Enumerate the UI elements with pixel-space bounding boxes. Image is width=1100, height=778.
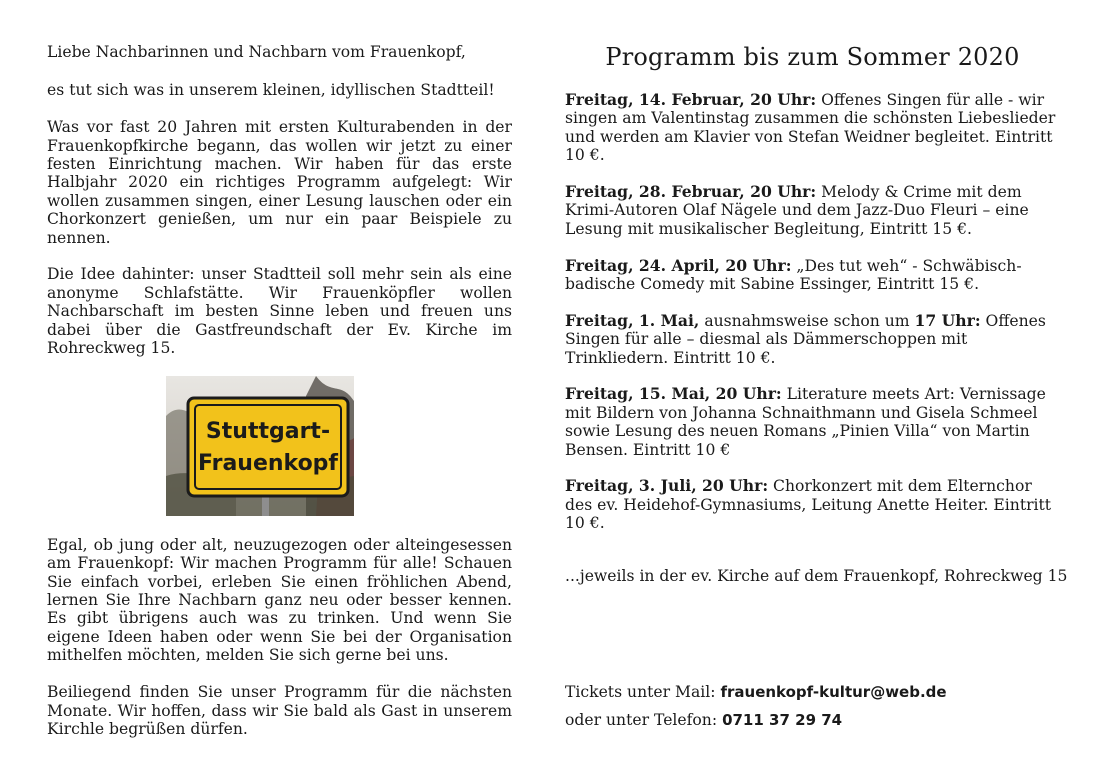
letter-column <box>47 43 512 757</box>
letter-paragraph-invite: Egal, ob jung oder alt, neuzugezogen oder alteingesessen am Frauenkopf: Wir machen Programm für alle! Schauen Sie einfach vorbei, erleben Sie einen fröhlichen Abend, lernen Sie Ihre Nachbarn ganz neu oder besser kennen. Es gibt übrigens auch was zu trinken. Und wenn Sie eigene Ideen haben oder wenn Sie bei der Organisation mithelfen möchten, melden Sie sich gerne bei uns. <box>47 535 512 665</box>
sign-line-1: Stuttgart- <box>205 418 330 444</box>
event-time: 17 Uhr: <box>914 310 981 330</box>
tickets-email-link[interactable]: frauenkopf-kultur@web.de <box>720 683 947 701</box>
event-date: Freitag, 28. Februar, 20 Uhr: <box>565 182 817 202</box>
event-item <box>565 257 1060 294</box>
event-note: ausnahmsweise schon um <box>699 311 915 330</box>
event-item <box>565 183 1060 238</box>
event-date: Freitag, 15. Mai, 20 Uhr: <box>565 384 782 404</box>
event-date: Freitag, 24. April, 20 Uhr: <box>565 255 792 275</box>
event-description: Literature meets Art: Vernissage mit Bildern von Johanna Schnaithmann und Gisela Schmeel sowie Lesung des neuen Romans „Pinien Villa“ von Martin Bensen. Eintritt 10 € <box>565 385 1046 459</box>
phone-number: 0711 37 29 74 <box>722 711 843 729</box>
event-date: Freitag, 14. Februar, 20 Uhr: <box>565 90 817 109</box>
letter-intro: es tut sich was in unserem kleinen, idyllischen Stadtteil! <box>47 81 495 100</box>
program-column <box>565 43 1060 551</box>
event-description: Chorkonzert mit dem Elternchor des ev. Heidehof-Gymnasiums, Leitung Anette Heiter. Eintritt 10 €. <box>565 477 1052 533</box>
venue-note: ...jeweils in der ev. Kirche auf dem Frauenkopf, Rohreckweg 15 <box>565 567 1068 585</box>
letter-paragraph-history: Was vor fast 20 Jahren mit ersten Kulturabenden in der Frauenkopfkirche begann, das wollen wir jetzt zu einer festen Einrichtung machen. Wir haben für das erste Halbjahr 2020 ein richtiges Programm aufgelegt: Wir wollen zusammen singen, einer Lesung lauschen oder ein Chorkonzert genießen, um nur ein paar Beispiele zu nennen. <box>47 118 512 247</box>
town-sign-photo <box>166 376 354 516</box>
letter-paragraph-closing: Beiliegend finden Sie unser Programm für die nächsten Monate. Wir hoffen, dass wir Sie bald als Gast in unserem Kirchle begrüßen dürfen. <box>47 683 512 738</box>
event-item <box>565 477 1060 532</box>
event-item <box>565 385 1060 459</box>
event-description: Offenes Singen für alle – diesmal als Dämmerschoppen mit Trinkliedern. Eintritt 10 €. <box>565 311 1046 367</box>
program-title: Programm bis zum Sommer 2020 <box>605 43 1020 71</box>
letter-greeting: Liebe Nachbarinnen und Nachbarn vom Frauenkopf, <box>47 43 466 61</box>
phone-line <box>565 706 947 734</box>
event-description: Offenes Singen für alle - wir singen am Valentinstag zusammen die schönsten Liebeslieder und werden am Klavier von Stefan Weidner begleitet. Eintritt 10 €. <box>565 91 1056 165</box>
event-description: „Des tut weh“ - Schwäbisch-badische Comedy mit Sabine Essinger, Eintritt 15 €. <box>565 256 1022 294</box>
town-sign-image <box>166 376 354 516</box>
tickets-label: Tickets unter Mail: <box>565 683 721 701</box>
tickets-line <box>565 678 947 706</box>
event-date: Freitag, 1. Mai, <box>565 310 700 330</box>
letter-paragraph-idea: Die Idee dahinter: unser Stadtteil soll mehr sein als eine anonyme Schlafstätte. Wir Frauenköpfler wollen Nachbarschaft im besten Sinne leben und freuen uns dabei über die Gastfreundschaft der Ev. Kirche im Rohreckweg 15. <box>47 265 512 358</box>
event-item <box>565 312 1060 367</box>
event-description: Melody & Crime mit dem Krimi-Autoren Olaf Nägele und dem Jazz-Duo Fleuri – eine Lesung mit musikalischer Begleitung, Eintritt 15 €. <box>565 183 1029 238</box>
sign-line-2: Frauenkopf <box>197 450 338 476</box>
phone-label: oder unter Telefon: <box>565 711 723 729</box>
contact-block <box>565 678 947 734</box>
event-date: Freitag, 3. Juli, 20 Uhr: <box>565 476 769 496</box>
event-item <box>565 91 1060 165</box>
